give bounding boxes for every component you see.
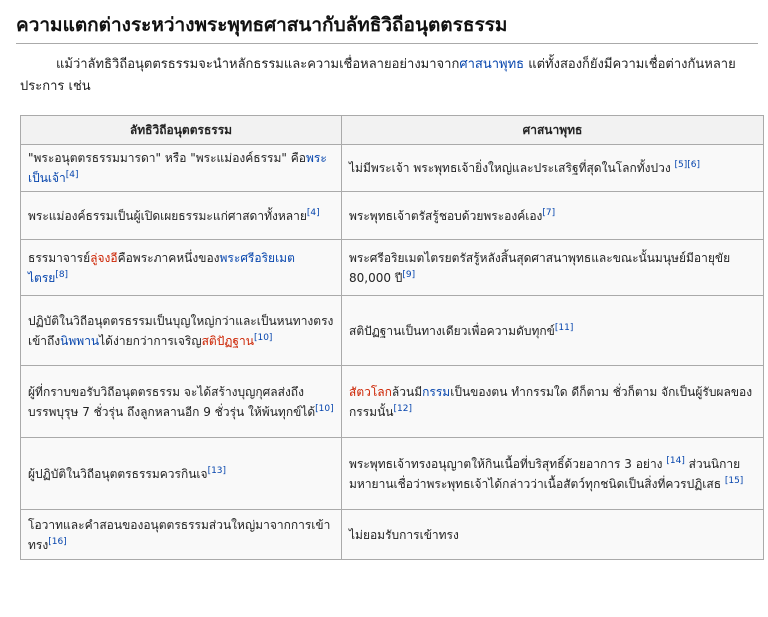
reference-link[interactable]: [16] [48,536,67,547]
reference-link[interactable]: [5] [674,160,688,170]
table-row [21,366,764,438]
reference-link[interactable]: [11] [554,322,574,333]
reference-link[interactable]: [10] [315,403,334,414]
intro-paragraph [20,54,755,98]
cell-text: สติปัฏฐานเป็นทางเดียวเพื่อความดับทุกข์ [349,323,555,338]
table-row [21,240,764,296]
table-row [21,145,764,192]
cell-text: โอวาทและคำสอนของอนุตตรธรรมส่วนใหญ่มาจากการเข้าทรง [28,517,331,552]
link-god[interactable]: พระเป็นเจ้า [28,151,327,185]
cell-text: พระแม่องค์ธรรมเป็นผู้เปิดเผยธรรมะแก่ศาสดาทั้งหลาย [28,208,307,223]
table-row [21,438,764,510]
reference-link[interactable]: [7] [542,207,556,218]
cell-text: ปฏิบัติในวิถีอนุตตรธรรมเป็นบุญใหญ่กว่าและเป็นหนทางตรงเข้าถึง [28,313,334,348]
table-row [21,510,764,560]
table-cell-buddhism [342,296,764,366]
link-karma[interactable]: กรรม [422,384,451,399]
link-satipatthana[interactable]: สติปัฏฐาน [201,333,254,348]
table-cell-buddhism [342,366,764,438]
reference-link[interactable]: [8] [55,269,69,280]
cell-text: ล้วนมี [391,384,423,399]
cell-text: พระพุทธเจ้าทรงอนุญาตให้กินเนื้อที่บริสุทธิ์ด้วยอาการ 3 อย่าง [349,456,667,471]
table-cell-yiguandao [21,366,342,438]
link-buddhism[interactable]: ศาสนาพุทธ [459,57,525,72]
table-row [21,192,764,240]
reference-link[interactable]: [13] [207,465,227,476]
section-heading: ความแตกต่างระหว่างพระพุทธศาสนากับลัทธิวิถีอนุตตรธรรม [16,10,758,44]
table-cell-buddhism [342,240,764,296]
table-cell-yiguandao [21,192,342,240]
cell-text: ธรรมาจารย์ [28,250,91,265]
table-header-row [21,116,764,145]
cell-text: พระพุทธเจ้าตรัสรู้ชอบด้วยพระองค์เอง [349,208,543,223]
table-cell-buddhism [342,192,764,240]
reference-link[interactable]: [12] [393,403,412,414]
table-cell-buddhism [342,438,764,510]
intro-text-before: แม้ว่าลัทธิวิถีอนุตตรธรรมจะนำหลักธรรมและความเชื่อหลายอย่างมาจาก [56,57,460,72]
reference-link[interactable]: [6] [687,160,701,170]
intro-text-after: แต่ทั้งสองก็ยังมีความเชื่อต่างกันหลายประการ เช่น [20,57,736,94]
link-nirvana[interactable]: นิพพาน [60,333,100,348]
column-header-yiguandao: ลัทธิวิถีอนุตตรธรรม [21,116,342,145]
cell-text: "พระอนุตตรธรรมมารดา" หรือ "พระแม่องค์ธรรม" คือ [28,151,306,165]
reference-link[interactable]: [4] [306,207,320,218]
cell-text: ไม่ยอมรับการเข้าทรง [349,527,459,542]
comparison-table [20,115,764,560]
cell-text: เป็นของตน ทำกรรมใด ดีก็ตาม ชั่วก็ตาม จักเป็นผู้รับผลของกรรมนั้น [349,384,753,419]
reference-link[interactable]: [15] [724,475,744,486]
cell-text: พระศรีอริยเมตไตรยตรัสรู้หลังสิ้นสุดศาสนาพุทธและขณะนั้นมนุษย์มีอายุขัย 80,000 ปี [349,250,731,285]
cell-text: ผู้ปฏิบัติในวิถีอนุตตรธรรมควรกินเจ [28,466,208,481]
column-header-buddhism: ศาสนาพุทธ [342,116,764,145]
table-cell-yiguandao [21,240,342,296]
cell-text: ส่วนนิกายมหายานเชื่อว่าพระพุทธเจ้าได้กล่าวว่าเนื้อสัตว์ทุกชนิดเป็นสิ่งที่ควรปฏิเสธ [349,456,741,491]
cell-text: ไม่มีพระเจ้า พระพุทธเจ้ายิ่งใหญ่และประเสริฐที่สุดในโลกทั้งปวง [349,161,675,175]
link-sentient-beings[interactable]: สัตวโลก [349,384,392,399]
link-lu-zhongyi[interactable]: ลู่จงอี [90,250,118,265]
cell-text: คือพระภาคหนึ่งของ [117,250,220,265]
table-cell-buddhism [342,145,764,192]
cell-text: ได้ง่ายกว่าการเจริญ [99,333,202,348]
table-cell-yiguandao [21,438,342,510]
table-cell-yiguandao [21,145,342,192]
cell-text: ผู้ที่กราบขอรับวิถีอนุตตรธรรม จะได้สร้างบุญกุศลส่งถึงบรรพบุรุษ 7 ชั่วรุ่น ถึงลูกหลานอีก 9 ชั่วรุ่น ให้พ้นทุกข์ได้ [28,384,316,419]
table-row [21,296,764,366]
reference-link[interactable]: [9] [402,269,416,280]
table-cell-yiguandao [21,296,342,366]
link-maitreya[interactable]: พระศรีอริยเมตไตรย [28,250,295,285]
reference-link[interactable]: [4] [65,170,79,180]
table-cell-buddhism [342,510,764,560]
table-cell-yiguandao [21,510,342,560]
reference-link[interactable]: [14] [666,455,685,466]
reference-link[interactable]: [10] [253,332,273,343]
